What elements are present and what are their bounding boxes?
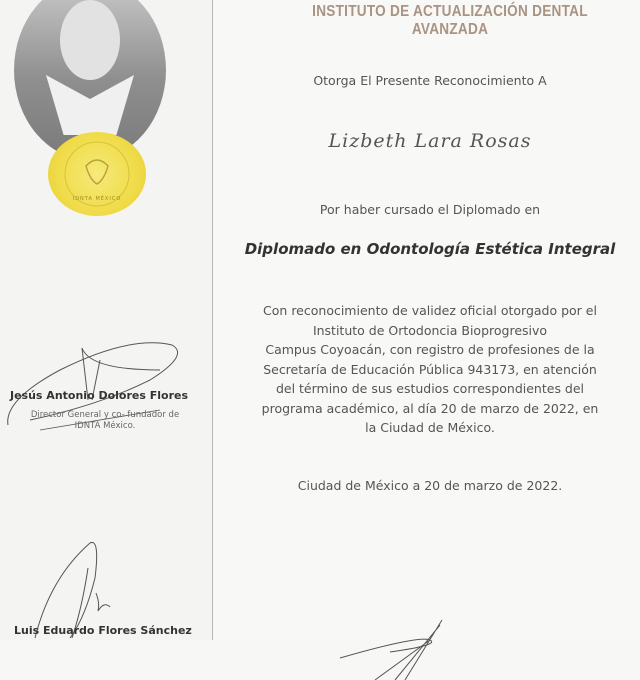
reason-line: Por haber cursado el Diplomado en [319,202,541,217]
body-line: Instituto de Ortodoncia Bioprogresivo [312,322,548,338]
signatory-1-name: Jesús Antonio Dolores Flores [10,389,189,402]
body-line: Secretaría de Educación Pública 943173, en atención [263,361,597,377]
body-line: la Ciudad de México. [365,420,495,435]
signature-3-icon [330,580,590,680]
body-line: del término de sus estudios correspondientes del [275,381,585,396]
certificate-body [230,301,630,438]
body-line: programa académico, al día 20 de marzo de 2022, en [261,400,599,416]
body-line: Campus Coyoacán, con registro de profesiones de la [265,342,595,357]
signatory-1-role [20,410,190,432]
portrait-face [60,0,120,80]
gold-seal-icon [48,132,146,216]
program-title: Diplomado en Odontología Estética Integral [244,240,616,258]
role-line: IDNTA México. [74,421,136,431]
body-line: Con reconocimiento de validez oficial otorgado por el [263,303,597,318]
role-line: Director General y co- fundador de [30,410,180,420]
grant-line: Otorga El Presente Reconocimiento A [313,73,547,88]
signatory-2-name: Luis Eduardo Flores Sánchez [14,624,192,637]
seal-label: IDNTA MÉXICO [72,196,122,202]
place-date: Ciudad de México a 20 de marzo de 2022. [297,478,563,493]
institute-title: INSTITUTO DE ACTUALIZACIÓN DENTAL AVANZADA [312,3,588,38]
recipient-name: Lizbeth Lara Rosas [328,130,532,152]
portrait-collar [46,75,134,135]
